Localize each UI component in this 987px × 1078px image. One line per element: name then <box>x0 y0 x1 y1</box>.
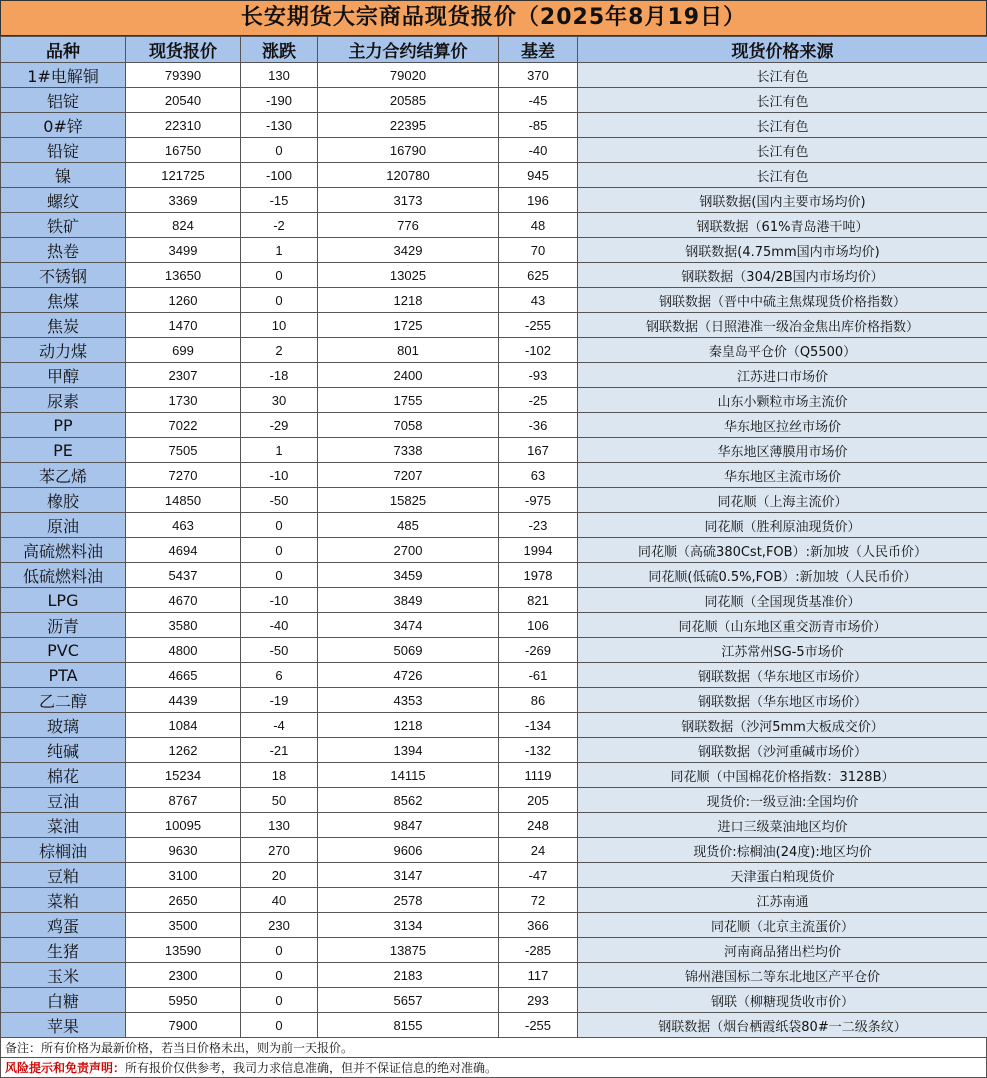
price-source-cell: 钢联数据（61%青岛港干吨） <box>578 213 987 238</box>
price-source-cell: 华东地区薄膜用市场价 <box>578 438 987 463</box>
table-row <box>1 163 987 188</box>
basis-cell: 1978 <box>499 563 578 588</box>
footnote: 备注：所有价格为最新价格，若当日价格未出，则为前一天报价。 <box>0 1038 987 1058</box>
header-variety: 品种 <box>1 37 126 63</box>
spot-price-cell: 4694 <box>126 538 241 563</box>
price-source-cell: 长江有色 <box>578 63 987 88</box>
change-cell: 30 <box>241 388 318 413</box>
header-price-source: 现货价格来源 <box>578 37 987 63</box>
variety-cell: 橡胶 <box>1 488 126 513</box>
spot-price-cell: 3500 <box>126 913 241 938</box>
price-source-cell: 同花顺（全国现货基准价） <box>578 588 987 613</box>
spot-price-cell: 4670 <box>126 588 241 613</box>
basis-cell: -61 <box>499 663 578 688</box>
variety-cell: PTA <box>1 663 126 688</box>
basis-cell: -36 <box>499 413 578 438</box>
spot-price-cell: 9630 <box>126 838 241 863</box>
settlement-price-cell: 1755 <box>318 388 499 413</box>
basis-cell: -23 <box>499 513 578 538</box>
settlement-price-cell: 3429 <box>318 238 499 263</box>
change-cell: 40 <box>241 888 318 913</box>
variety-cell: 沥青 <box>1 613 126 638</box>
basis-cell: 48 <box>499 213 578 238</box>
settlement-price-cell: 79020 <box>318 63 499 88</box>
price-source-cell: 钢联数据(4.75mm国内市场均价) <box>578 238 987 263</box>
settlement-price-cell: 3173 <box>318 188 499 213</box>
table-row <box>1 313 987 338</box>
settlement-price-cell: 7207 <box>318 463 499 488</box>
price-source-cell: 华东地区拉丝市场价 <box>578 413 987 438</box>
sheet-title: 长安期货大宗商品现货报价（2025年8月19日） <box>0 0 987 36</box>
price-source-cell: 钢联数据（晋中中硫主焦煤现货价格指数） <box>578 288 987 313</box>
settlement-price-cell: 4726 <box>318 663 499 688</box>
change-cell: 130 <box>241 63 318 88</box>
variety-cell: 生猪 <box>1 938 126 963</box>
settlement-price-cell: 9606 <box>318 838 499 863</box>
basis-cell: 366 <box>499 913 578 938</box>
spot-price-cell: 16750 <box>126 138 241 163</box>
change-cell: -100 <box>241 163 318 188</box>
change-cell: -10 <box>241 463 318 488</box>
settlement-price-cell: 120780 <box>318 163 499 188</box>
settlement-price-cell: 801 <box>318 338 499 363</box>
table-row <box>1 888 987 913</box>
change-cell: 20 <box>241 863 318 888</box>
settlement-price-cell: 8155 <box>318 1013 499 1038</box>
table-row <box>1 913 987 938</box>
spot-price-cell: 5437 <box>126 563 241 588</box>
table-row <box>1 663 987 688</box>
change-cell: 0 <box>241 938 318 963</box>
price-source-cell: 江苏进口市场价 <box>578 363 987 388</box>
spot-price-cell: 3499 <box>126 238 241 263</box>
price-source-cell: 钢联数据（沙河重碱市场价） <box>578 738 987 763</box>
variety-cell: 玉米 <box>1 963 126 988</box>
table-row <box>1 1013 987 1038</box>
change-cell: 0 <box>241 538 318 563</box>
settlement-price-cell: 3459 <box>318 563 499 588</box>
settlement-price-cell: 13025 <box>318 263 499 288</box>
spot-price-cell: 4800 <box>126 638 241 663</box>
basis-cell: 1119 <box>499 763 578 788</box>
table-row <box>1 963 987 988</box>
risk-disclaimer <box>0 1058 987 1078</box>
basis-cell: -85 <box>499 113 578 138</box>
settlement-price-cell: 485 <box>318 513 499 538</box>
price-source-cell: 同花顺(低硫0.5%,FOB）:新加坡（人民币价） <box>578 563 987 588</box>
basis-cell: 293 <box>499 988 578 1013</box>
variety-cell: 螺纹 <box>1 188 126 213</box>
variety-cell: 0#锌 <box>1 113 126 138</box>
spot-price-cell: 1084 <box>126 713 241 738</box>
basis-cell: -40 <box>499 138 578 163</box>
table-row <box>1 788 987 813</box>
settlement-price-cell: 5069 <box>318 638 499 663</box>
price-source-cell: 钢联数据（华东地区市场价） <box>578 663 987 688</box>
price-source-cell: 长江有色 <box>578 113 987 138</box>
table-row <box>1 413 987 438</box>
change-cell: -4 <box>241 713 318 738</box>
settlement-price-cell: 2700 <box>318 538 499 563</box>
basis-cell: 72 <box>499 888 578 913</box>
basis-cell: 625 <box>499 263 578 288</box>
table-row <box>1 938 987 963</box>
change-cell: 0 <box>241 513 318 538</box>
variety-cell: 苹果 <box>1 1013 126 1038</box>
spot-price-cell: 699 <box>126 338 241 363</box>
table-row <box>1 238 987 263</box>
price-source-cell: 江苏南通 <box>578 888 987 913</box>
spot-price-cell: 10095 <box>126 813 241 838</box>
settlement-price-cell: 14115 <box>318 763 499 788</box>
spot-price-cell: 1730 <box>126 388 241 413</box>
spot-price-cell: 13650 <box>126 263 241 288</box>
spot-price-cell: 3580 <box>126 613 241 638</box>
spot-price-cell: 7900 <box>126 1013 241 1038</box>
price-source-cell: 进口三级菜油地区均价 <box>578 813 987 838</box>
settlement-price-cell: 5657 <box>318 988 499 1013</box>
change-cell: 270 <box>241 838 318 863</box>
table-row <box>1 388 987 413</box>
change-cell: 0 <box>241 138 318 163</box>
change-cell: -10 <box>241 588 318 613</box>
basis-cell: 1994 <box>499 538 578 563</box>
table-row <box>1 538 987 563</box>
table-row <box>1 763 987 788</box>
price-source-cell: 同花顺（高硫380Cst,FOB）:新加坡（人民币价） <box>578 538 987 563</box>
variety-cell: 铝锭 <box>1 88 126 113</box>
variety-cell: 铁矿 <box>1 213 126 238</box>
table-row <box>1 613 987 638</box>
price-source-cell: 华东地区主流市场价 <box>578 463 987 488</box>
spot-price-cell: 4439 <box>126 688 241 713</box>
settlement-price-cell: 2183 <box>318 963 499 988</box>
basis-cell: -25 <box>499 388 578 413</box>
settlement-price-cell: 3474 <box>318 613 499 638</box>
settlement-price-cell: 4353 <box>318 688 499 713</box>
risk-label: 风险提示和免责声明： <box>5 1061 125 1075</box>
variety-cell: 铅锭 <box>1 138 126 163</box>
spot-price-cell: 824 <box>126 213 241 238</box>
basis-cell: 86 <box>499 688 578 713</box>
spot-price-cell: 1262 <box>126 738 241 763</box>
change-cell: 0 <box>241 288 318 313</box>
table-row <box>1 113 987 138</box>
variety-cell: 热卷 <box>1 238 126 263</box>
variety-cell: 高硫燃料油 <box>1 538 126 563</box>
table-row <box>1 338 987 363</box>
header-spot-price: 现货报价 <box>126 37 241 63</box>
variety-cell: 原油 <box>1 513 126 538</box>
change-cell: -40 <box>241 613 318 638</box>
change-cell: -21 <box>241 738 318 763</box>
change-cell: -2 <box>241 213 318 238</box>
basis-cell: -134 <box>499 713 578 738</box>
change-cell: 130 <box>241 813 318 838</box>
change-cell: -190 <box>241 88 318 113</box>
spot-price-cell: 1260 <box>126 288 241 313</box>
price-source-cell: 钢联数据（华东地区市场价） <box>578 688 987 713</box>
table-row <box>1 363 987 388</box>
price-source-cell: 钢联数据(国内主要市场均价) <box>578 188 987 213</box>
change-cell: 1 <box>241 438 318 463</box>
basis-cell: -45 <box>499 88 578 113</box>
price-source-cell: 钢联（柳糖现货收市价） <box>578 988 987 1013</box>
settlement-price-cell: 8562 <box>318 788 499 813</box>
basis-cell: -255 <box>499 1013 578 1038</box>
basis-cell: -102 <box>499 338 578 363</box>
variety-cell: 低硫燃料油 <box>1 563 126 588</box>
table-row <box>1 563 987 588</box>
variety-cell: 纯碱 <box>1 738 126 763</box>
price-source-cell: 同花顺（中国棉花价格指数：3128B） <box>578 763 987 788</box>
header-settlement-price: 主力合约结算价 <box>318 37 499 63</box>
basis-cell: 370 <box>499 63 578 88</box>
price-source-cell: 现货价:棕榈油(24度):地区均价 <box>578 838 987 863</box>
table-row <box>1 438 987 463</box>
spot-price-cell: 4665 <box>126 663 241 688</box>
settlement-price-cell: 1725 <box>318 313 499 338</box>
change-cell: -15 <box>241 188 318 213</box>
variety-cell: 焦炭 <box>1 313 126 338</box>
change-cell: -19 <box>241 688 318 713</box>
change-cell: 10 <box>241 313 318 338</box>
basis-cell: -255 <box>499 313 578 338</box>
basis-cell: 205 <box>499 788 578 813</box>
variety-cell: 菜粕 <box>1 888 126 913</box>
change-cell: 50 <box>241 788 318 813</box>
variety-cell: 尿素 <box>1 388 126 413</box>
settlement-price-cell: 2400 <box>318 363 499 388</box>
variety-cell: 焦煤 <box>1 288 126 313</box>
basis-cell: 248 <box>499 813 578 838</box>
variety-cell: PP <box>1 413 126 438</box>
table-row <box>1 488 987 513</box>
price-source-cell: 同花顺（山东地区重交沥青市场价） <box>578 613 987 638</box>
variety-cell: 玻璃 <box>1 713 126 738</box>
spot-price-cell: 463 <box>126 513 241 538</box>
settlement-price-cell: 22395 <box>318 113 499 138</box>
basis-cell: 63 <box>499 463 578 488</box>
spot-price-cell: 15234 <box>126 763 241 788</box>
header-row <box>1 37 987 63</box>
variety-cell: 豆粕 <box>1 863 126 888</box>
settlement-price-cell: 3147 <box>318 863 499 888</box>
price-source-cell: 秦皇岛平仓价（Q5500） <box>578 338 987 363</box>
price-source-cell: 长江有色 <box>578 138 987 163</box>
price-source-cell: 钢联数据（304/2B国内市场均价） <box>578 263 987 288</box>
change-cell: -130 <box>241 113 318 138</box>
basis-cell: 24 <box>499 838 578 863</box>
variety-cell: 鸡蛋 <box>1 913 126 938</box>
spot-price-cell: 79390 <box>126 63 241 88</box>
spot-price-cell: 3369 <box>126 188 241 213</box>
change-cell: -18 <box>241 363 318 388</box>
spot-price-cell: 7022 <box>126 413 241 438</box>
variety-cell: LPG <box>1 588 126 613</box>
change-cell: -50 <box>241 488 318 513</box>
variety-cell: 棉花 <box>1 763 126 788</box>
spot-price-cell: 2300 <box>126 963 241 988</box>
variety-cell: 不锈钢 <box>1 263 126 288</box>
change-cell: 0 <box>241 1013 318 1038</box>
change-cell: -29 <box>241 413 318 438</box>
basis-cell: -269 <box>499 638 578 663</box>
price-source-cell: 山东小颗粒市场主流价 <box>578 388 987 413</box>
table-row <box>1 88 987 113</box>
spot-price-cell: 2650 <box>126 888 241 913</box>
header-change: 涨跌 <box>241 37 318 63</box>
spot-price-cell: 8767 <box>126 788 241 813</box>
table-row <box>1 588 987 613</box>
price-source-cell: 长江有色 <box>578 88 987 113</box>
basis-cell: 106 <box>499 613 578 638</box>
price-source-cell: 钢联数据（沙河5mm大板成交价） <box>578 713 987 738</box>
variety-cell: 棕榈油 <box>1 838 126 863</box>
table-row <box>1 138 987 163</box>
settlement-price-cell: 3134 <box>318 913 499 938</box>
settlement-price-cell: 1218 <box>318 288 499 313</box>
settlement-price-cell: 16790 <box>318 138 499 163</box>
table-row <box>1 738 987 763</box>
change-cell: 1 <box>241 238 318 263</box>
price-source-cell: 天津蛋白粕现货价 <box>578 863 987 888</box>
price-source-cell: 钢联数据（日照港准一级冶金焦出库价格指数） <box>578 313 987 338</box>
change-cell: 0 <box>241 988 318 1013</box>
basis-cell: -132 <box>499 738 578 763</box>
variety-cell: PVC <box>1 638 126 663</box>
header-basis: 基差 <box>499 37 578 63</box>
table-row <box>1 688 987 713</box>
price-source-cell: 锦州港国标二等东北地区产平仓价 <box>578 963 987 988</box>
spot-price-cell: 3100 <box>126 863 241 888</box>
quote-table <box>0 36 987 1038</box>
spot-price-cell: 7505 <box>126 438 241 463</box>
basis-cell: 117 <box>499 963 578 988</box>
settlement-price-cell: 15825 <box>318 488 499 513</box>
table-row <box>1 463 987 488</box>
price-source-cell: 同花顺（北京主流蛋价） <box>578 913 987 938</box>
basis-cell: 43 <box>499 288 578 313</box>
price-source-cell: 长江有色 <box>578 163 987 188</box>
settlement-price-cell: 9847 <box>318 813 499 838</box>
variety-cell: PE <box>1 438 126 463</box>
variety-cell: 苯乙烯 <box>1 463 126 488</box>
variety-cell: 动力煤 <box>1 338 126 363</box>
basis-cell: -47 <box>499 863 578 888</box>
settlement-price-cell: 7338 <box>318 438 499 463</box>
basis-cell: 196 <box>499 188 578 213</box>
spot-price-cell: 13590 <box>126 938 241 963</box>
table-row <box>1 713 987 738</box>
change-cell: 6 <box>241 663 318 688</box>
table-row <box>1 213 987 238</box>
table-row <box>1 638 987 663</box>
price-source-cell: 钢联数据（烟台栖霞纸袋80#一二级条纹） <box>578 1013 987 1038</box>
risk-text: 所有报价仅供参考，我司力求信息准确，但并不保证信息的绝对准确。 <box>125 1061 497 1075</box>
variety-cell: 镍 <box>1 163 126 188</box>
settlement-price-cell: 20585 <box>318 88 499 113</box>
table-row <box>1 838 987 863</box>
change-cell: 2 <box>241 338 318 363</box>
basis-cell: 70 <box>499 238 578 263</box>
change-cell: 0 <box>241 263 318 288</box>
spot-price-cell: 22310 <box>126 113 241 138</box>
table-row <box>1 813 987 838</box>
price-source-cell: 同花顺（上海主流价） <box>578 488 987 513</box>
price-source-cell: 现货价:一级豆油:全国均价 <box>578 788 987 813</box>
spot-price-cell: 2307 <box>126 363 241 388</box>
settlement-price-cell: 2578 <box>318 888 499 913</box>
table-row <box>1 288 987 313</box>
price-source-cell: 河南商品猪出栏均价 <box>578 938 987 963</box>
settlement-price-cell: 776 <box>318 213 499 238</box>
table-row <box>1 188 987 213</box>
variety-cell: 白糖 <box>1 988 126 1013</box>
change-cell: 18 <box>241 763 318 788</box>
price-source-cell: 同花顺（胜利原油现货价） <box>578 513 987 538</box>
spot-price-cell: 7270 <box>126 463 241 488</box>
basis-cell: 167 <box>499 438 578 463</box>
table-row <box>1 513 987 538</box>
settlement-price-cell: 7058 <box>318 413 499 438</box>
change-cell: 230 <box>241 913 318 938</box>
variety-cell: 乙二醇 <box>1 688 126 713</box>
spot-price-cell: 1470 <box>126 313 241 338</box>
change-cell: 0 <box>241 563 318 588</box>
change-cell: 0 <box>241 963 318 988</box>
variety-cell: 1#电解铜 <box>1 63 126 88</box>
variety-cell: 菜油 <box>1 813 126 838</box>
settlement-price-cell: 1394 <box>318 738 499 763</box>
basis-cell: -93 <box>499 363 578 388</box>
spot-price-cell: 14850 <box>126 488 241 513</box>
settlement-price-cell: 1218 <box>318 713 499 738</box>
basis-cell: 945 <box>499 163 578 188</box>
table-row <box>1 863 987 888</box>
table-row <box>1 988 987 1013</box>
variety-cell: 豆油 <box>1 788 126 813</box>
table-row <box>1 263 987 288</box>
price-source-cell: 江苏常州SG-5市场价 <box>578 638 987 663</box>
spot-price-cell: 20540 <box>126 88 241 113</box>
variety-cell: 甲醇 <box>1 363 126 388</box>
spot-price-cell: 121725 <box>126 163 241 188</box>
basis-cell: -975 <box>499 488 578 513</box>
spot-price-cell: 5950 <box>126 988 241 1013</box>
table-row <box>1 63 987 88</box>
settlement-price-cell: 13875 <box>318 938 499 963</box>
settlement-price-cell: 3849 <box>318 588 499 613</box>
basis-cell: 821 <box>499 588 578 613</box>
basis-cell: -285 <box>499 938 578 963</box>
change-cell: -50 <box>241 638 318 663</box>
